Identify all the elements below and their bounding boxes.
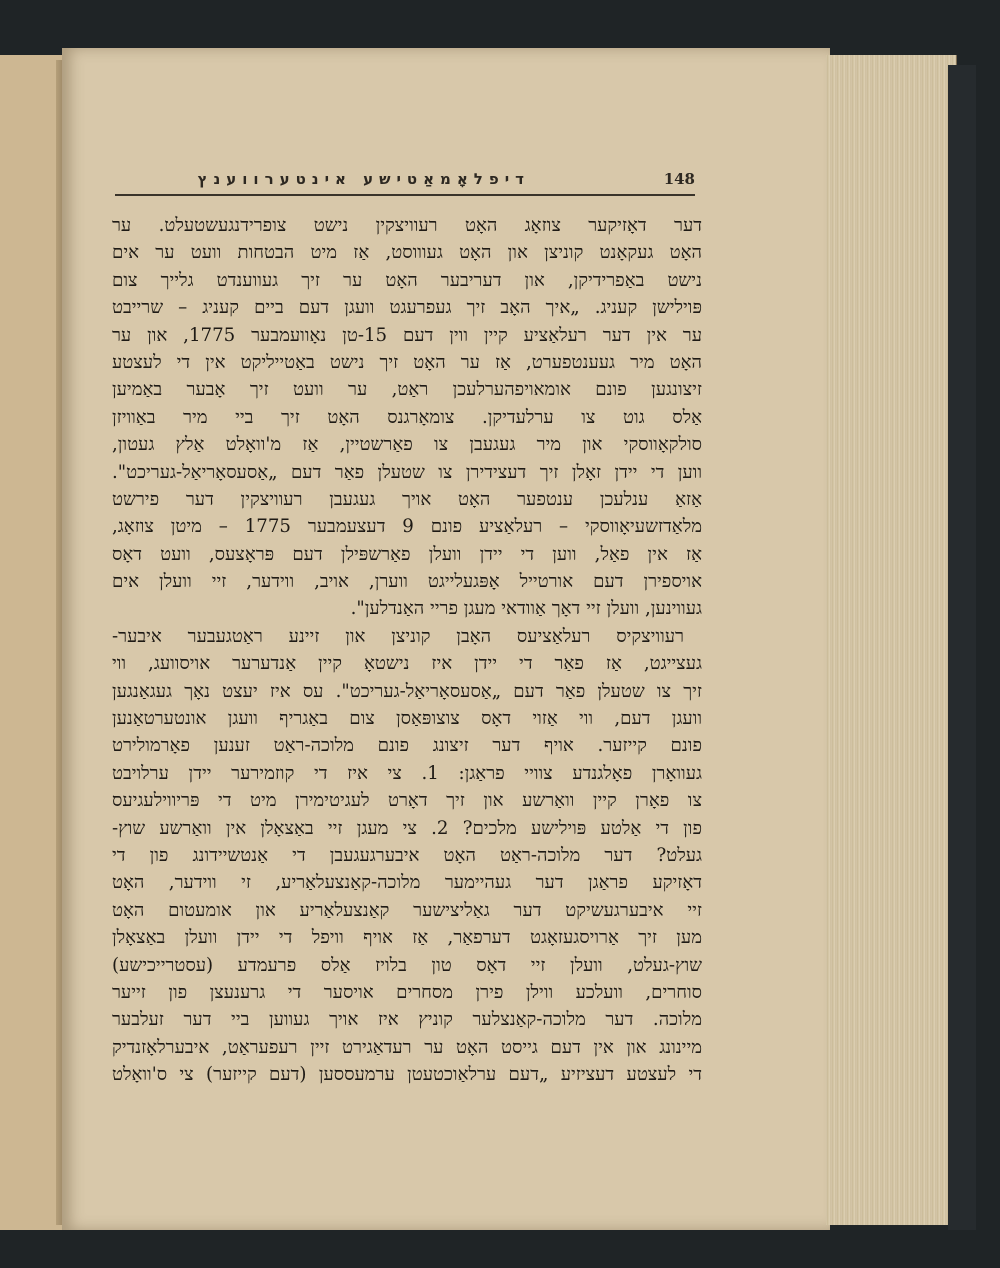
- text-line: געלט? דער מלוכה-ראַט האָט איבערגעגעבן די אַנטשיידונג פון די: [112, 844, 702, 866]
- text-line: האָט מיר געענטפערט, אַז ער האָט זיך נישט באַטייליקט אין די לעצטע: [112, 351, 702, 373]
- text-line: מען זיך אַרויסגעזאָגט דערפאַר, אַז אויף וויפל די יידן וועלן באַצאָלן: [112, 927, 702, 949]
- page-header: [115, 168, 695, 196]
- text-line: דאָזיקע פראַגן דער געהיימער מלוכה-קאַנצעלאַריע, זי ווידער, האָט: [112, 872, 702, 894]
- text-line: אַזאַ ענלעכן ענטפער האָט אויך געגעבן רעוויצקין דער פירשט: [112, 488, 702, 510]
- text-line: רעוויצקיס רעלאַציעס האָבן קוניצן און זיינע ראַטגעבער איבער-: [112, 625, 684, 647]
- text-line: פון די אַלטע פּוילישע מלכים? 2. צי מעגן זיי באַצאָלן אין וואַרשע שוץ-: [112, 817, 702, 839]
- text-line: זיך צו שטעלן פאַר דעם „אַסעסאָריאַל-געריכט". עס איז יעצט נאָך געגאַנגען: [112, 680, 702, 702]
- page-stack-edges: [826, 55, 957, 1225]
- text-line: ער אין דער רעלאַציע קיין ווין דעם 15-טן נאָוועמבער 1775, און ער: [112, 324, 702, 346]
- text-line: אַלס גוט צו ערלעדיקן. צומאָרגנס האָט זיך ביי מיר באַוויזן: [112, 406, 702, 428]
- text-line: ווען די יידן זאָלן זיך דעצידירן צו שטעלן פאַר דעם „אַסעסאָריאַל-געריכט".: [112, 461, 702, 483]
- text-line: פּוילישן קעניג. „איך האָב זיך געפרעגט וועגן דעם ביים קעניג – שרייבט: [112, 297, 702, 319]
- text-line: געוואָרן פאָלגנדע צוויי פראַגן: 1. צי איז די קוזמירער יידן ערלויבט: [112, 762, 702, 784]
- text-line: וועגן דעם, ווי אַזוי דאָס צוצופּאַסן צום באַגריף וועגן אונטערטאַנען: [112, 708, 702, 730]
- text-line: אַז אין פאַל, ווען די יידן וועלן פאַרשפּילן דעם פּראָצעס, וועט דאָס: [112, 543, 702, 565]
- text-line: פונם קייזער. אויף דער זיצונג פונם מלוכה-ראַט זענען פאָרמולירט: [112, 735, 702, 757]
- text-line: האָט געקאָנט קוניצן און האָט געוווסט, אַז מיט הבטחות וועט ער אים: [112, 242, 702, 264]
- text-line: שוץ-געלט, וועלן זיי דאָס טון בלויז אַלס פרעמדע (עסטרייכישע): [112, 954, 702, 976]
- text-line: זיצונגען פונם אומאויפהערלעכן ראַט, ער וועט זיך אָבער באַמיען: [112, 379, 702, 401]
- text-line: מלאַדזשעיאָווסקי – רעלאַציע פונם 9 דעצעמבער 1775 – מיטן צוזאָג,: [112, 516, 702, 538]
- page-number: 148: [663, 170, 695, 188]
- body-text: [112, 212, 702, 1089]
- text-line: געווינען, וועלן זיי דאָך אַוודאי מעגן פריי האַנדלען".: [350, 598, 702, 620]
- text-line: נישט באַפרידיקן, און דעריבער האָט ער זיך געווענדט גלייך צום: [112, 269, 702, 291]
- text-line: געצייגט, אַז פאַר די יידן איז נישטאָ קיין אַנדערער אויסוועג, ווי: [112, 653, 702, 675]
- text-line: מלוכה. דער מלוכה-קאַנצלער קוניץ איז אויך געווען ביי דער זעלבער: [112, 1009, 702, 1031]
- text-line: זיי איבערגעשיקט דער גאַליצישער קאַנצעלאַריע און אומעטום האָט: [112, 899, 702, 921]
- text-line: סוחרים, וועלכע ווילן פירן מסחרים אויסער די גרענעצן פון זייער: [112, 981, 702, 1003]
- text-line: צו פאָרן קיין וואַרשע און זיך דאָרט לעגיטימירן מיט די פּריווילעגיעס: [112, 790, 702, 812]
- text-line: דער דאָזיקער צוזאָג האָט רעוויצקין נישט צופרידנגעשטעלט. ער: [112, 215, 702, 236]
- book-cover-edge: [948, 65, 976, 1230]
- running-title: דיפלאָמאַטישע אינטערווענץ: [197, 170, 530, 188]
- text-line: אויספירן דעם אורטייל אָפּגעלייגט ווערן, אויב, ווידער, זיי וועלן אים: [112, 571, 702, 593]
- text-line: סולקאָווסקי און מיר געגעבן צו פאַרשטיין, אַז מ'וואָלט אַלץ געטון,: [112, 434, 702, 456]
- text-line: מיינונג און אין דעם גייסט האָט ער רעדאַגירט זיין רעפעראַט, איבערלאָזנדיק: [112, 1036, 702, 1058]
- text-line: די לעצטע דעציזיע „דעם ערלאַוכטעטן ערמעססען (דעם קייזער) צי ס'וואָלט: [112, 1064, 702, 1086]
